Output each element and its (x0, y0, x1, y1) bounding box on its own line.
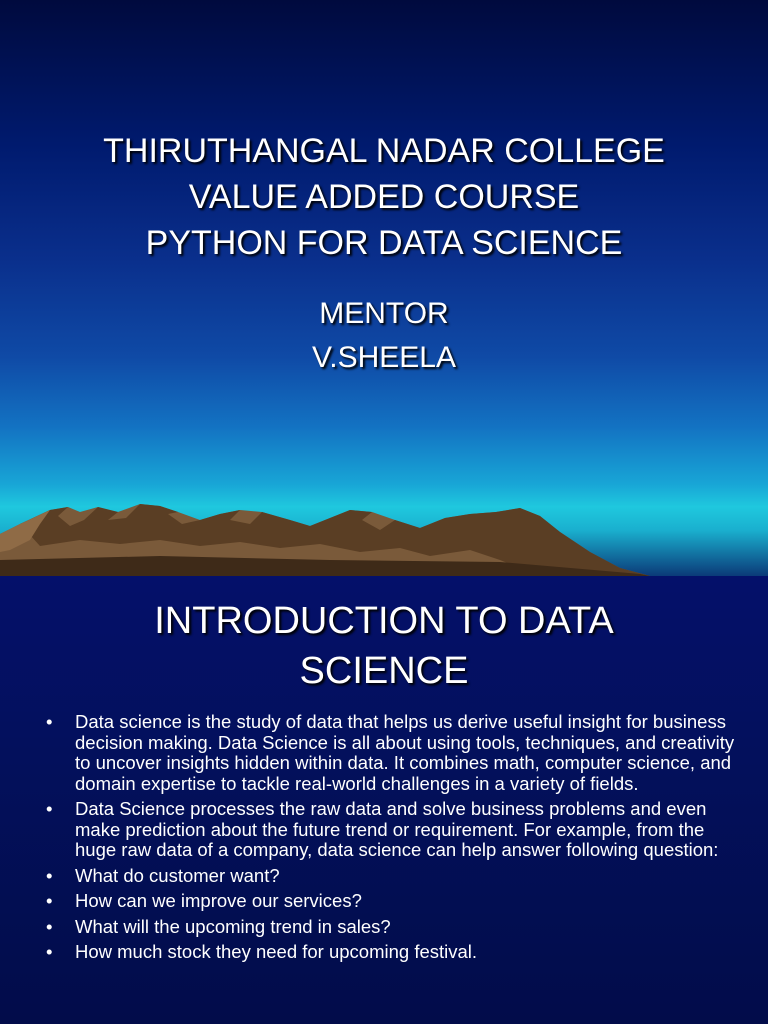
bullet-dot-icon: • (46, 915, 53, 937)
bullet-item (46, 712, 736, 794)
bullet-text: What will the upcoming trend in sales? (75, 915, 391, 937)
bullet-text: How much stock they need for upcoming festival. (75, 941, 478, 962)
bullet-dot-icon: • (46, 711, 53, 732)
bullet-item (46, 891, 736, 912)
slide-2-title (0, 596, 768, 696)
mountain-range-illustration (0, 490, 768, 576)
slide-2-title-line-1: INTRODUCTION TO DATA (154, 600, 614, 642)
bullet-item (46, 866, 736, 887)
bullet-dot-icon: • (46, 798, 53, 819)
bullet-dot-icon: • (46, 941, 53, 962)
slide-1-subtitle (0, 292, 768, 380)
bullet-list (46, 712, 736, 968)
title-line-subject: PYTHON FOR DATA SCIENCE (145, 224, 623, 262)
bullet-item (46, 942, 736, 963)
bullet-text: Data Science processes the raw data and solve business problems and even make prediction about the future trend or requirement. For example, from the huge raw data of a company, data science can help answer following question: (75, 798, 719, 860)
title-line-course: VALUE ADDED COURSE (188, 178, 580, 216)
bullet-dot-icon: • (46, 864, 53, 886)
subtitle-mentor-label: MENTOR (319, 297, 449, 330)
slide-2 (0, 576, 768, 1024)
bullet-text: What do customer want? (75, 864, 280, 886)
title-line-college: THIRUTHANGAL NADAR COLLEGE (103, 132, 665, 170)
slide-2-title-line-2: SCIENCE (299, 650, 469, 692)
bullet-dot-icon: • (46, 890, 53, 911)
slide-1-title (0, 128, 768, 266)
bullet-text: Data science is the study of data that helps us derive useful insight for business decision making. Data Science is all about using tools, techniques, and creativity to uncover insights hidden within data. It combines math, computer science, and domain expertise to tackle real-world challenges in a variety of fields. (75, 711, 735, 794)
subtitle-mentor-name: V.SHEELA (312, 341, 456, 374)
bullet-item (46, 799, 736, 861)
bullet-text: How can we improve our services? (75, 890, 362, 911)
bullet-item (46, 917, 736, 938)
